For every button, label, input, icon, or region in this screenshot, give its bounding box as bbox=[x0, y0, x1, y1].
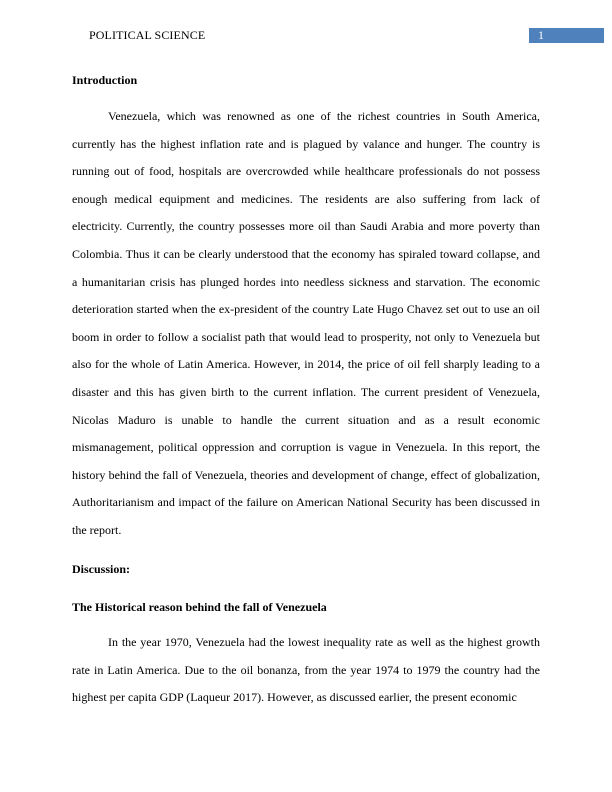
page-number: 1 bbox=[538, 28, 544, 42]
introduction-heading: Introduction bbox=[72, 73, 138, 87]
historical-paragraph: In the year 1970, Venezuela had the lowest inequality rate as well as the highest growth rate in Latin America. Due to the oil bonanza, from the year 1974 to 1979 the country had the highest per capita GDP (Laqueur 2017). However, as discussed earlier, the present economic bbox=[72, 635, 540, 705]
introduction-paragraph: Venezuela, which was renowned as one of the richest countries in South America, currently has the highest inflation rate and is plagued by valance and hunger. The country is running out of food, hospitals are overcrowded while healthcare professionals do not possess enough medical equipment and medicines. The residents are also suffering from lack of electricity. Currently, the country possesses more oil than Saudi Arabia and more poverty than Colombia. Thus it can be clearly understood that the economy has spiraled toward collapse, and a humanitarian crisis has plunged hordes into needless sickness and starvation. The economic deterioration started when the ex-president of the country Late Hugo Chavez set out to use an oil boom in order to follow a socialist path that would lead to prosperity, not only to Venezuela but also for the whole of Latin America. However, in 2014, the price of oil fell sharply leading to a disaster and this has given birth to the current inflation. The current president of Venezuela, Nicolas Maduro is unable to handle the current situation and as a result economic mismanagement, political oppression and corruption is vague in Venezuela. In this report, the history behind the fall of Venezuela, theories and development of change, effect of globalization, Authoritarianism and impact of the failure on American National Security has been discussed in the report. bbox=[72, 109, 540, 537]
page-number-badge bbox=[529, 28, 604, 43]
historical-reason-heading: The Historical reason behind the fall of Venezuela bbox=[72, 600, 327, 614]
running-header-title: POLITICAL SCIENCE bbox=[89, 28, 206, 42]
discussion-heading: Discussion: bbox=[72, 562, 131, 576]
